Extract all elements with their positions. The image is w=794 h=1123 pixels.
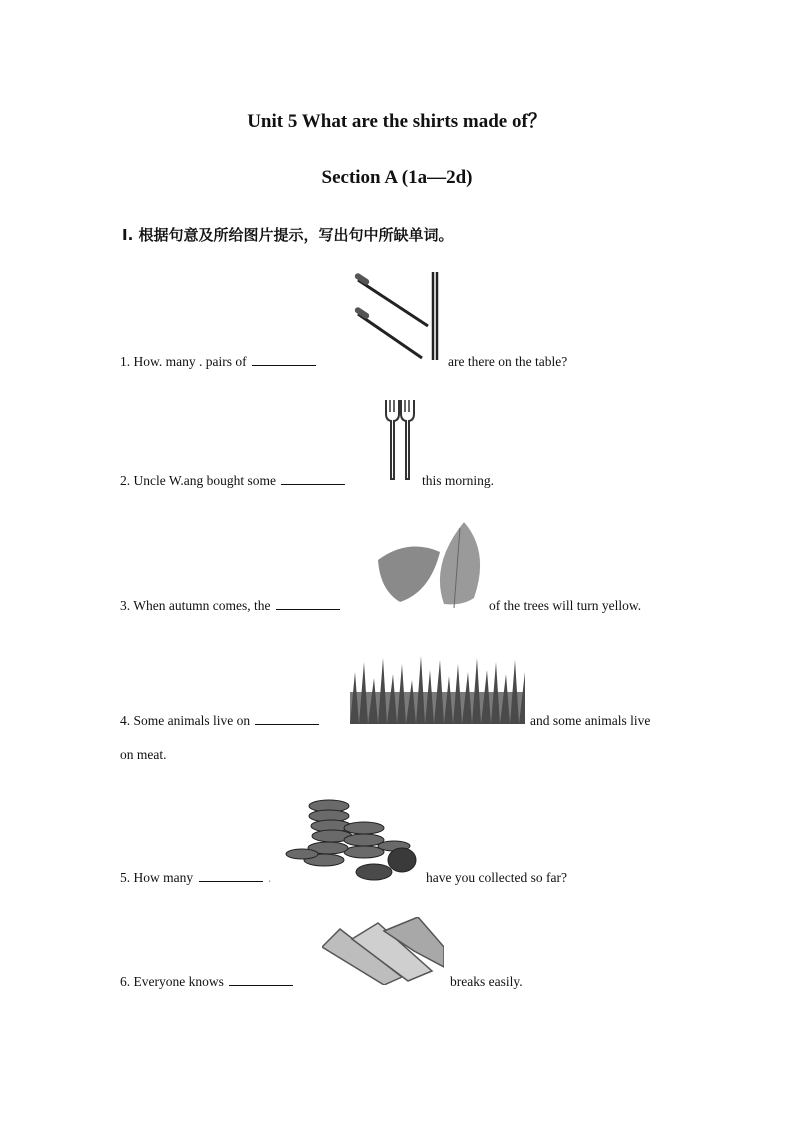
coins-icon xyxy=(284,798,424,884)
question-4-tail: and some animals live xyxy=(530,713,651,728)
page-title: Unit 5 What are the shirts made of？ xyxy=(247,111,547,132)
question-6-tail: breaks easily. xyxy=(450,974,523,989)
question-4: 4. Some animals live on xyxy=(120,713,321,729)
instruction: Ⅰ. 根据句意及所给图片提示，写出句中所缺单词。 xyxy=(122,226,454,244)
grass-icon xyxy=(350,652,525,724)
answer-blank-6[interactable] xyxy=(229,984,293,986)
question-5: 5. How many . xyxy=(120,870,272,885)
question-3-tail: of the trees will turn yellow. xyxy=(489,598,642,613)
answer-blank-4[interactable] xyxy=(255,723,319,725)
answer-blank-5[interactable] xyxy=(199,880,263,882)
glass-icon xyxy=(322,917,444,985)
chopsticks-icon xyxy=(352,270,442,362)
answer-blank-1[interactable] xyxy=(252,364,316,366)
question-3: 3. When autumn comes, the xyxy=(120,598,342,614)
question-2: 2. Uncle W.ang bought some xyxy=(120,473,347,489)
answer-blank-3[interactable] xyxy=(276,608,340,610)
leaves-icon xyxy=(376,520,486,610)
question-5-tail: have you collected so far? xyxy=(426,870,567,885)
question-1: 1. How. many . pairs of xyxy=(120,354,318,370)
forks-icon xyxy=(384,398,416,482)
question-1-tail: are there on the table? xyxy=(448,354,568,369)
section-title: Section A (1a—2d) xyxy=(321,167,473,188)
stray-mark: . xyxy=(267,870,272,885)
answer-blank-2[interactable] xyxy=(281,483,345,485)
question-6: 6. Everyone knows xyxy=(120,974,295,990)
question-2-tail: this morning. xyxy=(422,473,495,488)
question-4-continuation: on meat. xyxy=(120,747,167,762)
